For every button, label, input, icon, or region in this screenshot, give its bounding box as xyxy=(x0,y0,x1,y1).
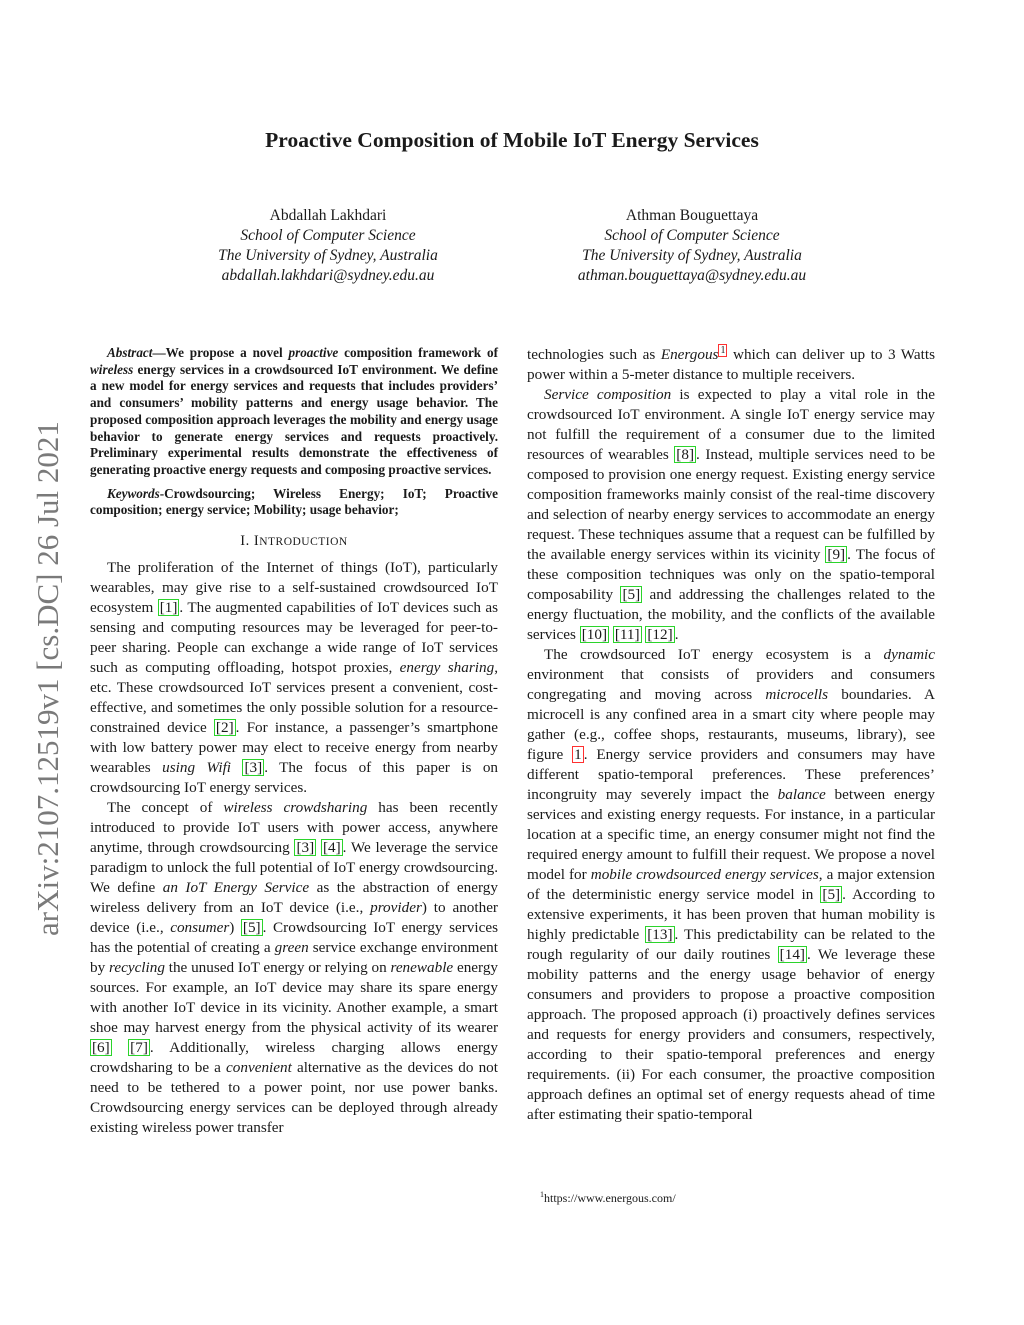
text: . Crowdsourcing IoT energy services has the potential of creating a xyxy=(90,919,498,957)
citation-link[interactable]: [5] xyxy=(622,586,641,603)
citation-link[interactable]: [6] xyxy=(92,1039,110,1057)
citation-link[interactable]: [13] xyxy=(647,926,673,943)
author-name: Abdallah Lakhdari xyxy=(269,207,387,224)
text: . The focus of this paper is on crowdsourcing IoT energy services. xyxy=(90,759,499,797)
footnote-url[interactable]: https://www.energous.com/ xyxy=(544,1191,676,1205)
text: energy sources. For example, an IoT device may share its spare energy with another IoT device in its vicinity. Another example, a smart shoe may harvest energy from the physical activity of its wearer xyxy=(90,959,499,1037)
citation-link[interactable]: [9] xyxy=(827,546,846,563)
author-name: Athman Bouguettaya xyxy=(625,207,759,224)
footnote-link[interactable]: 1 xyxy=(720,344,726,356)
emphasis: Service composition xyxy=(544,386,672,403)
author-email[interactable]: abdallah.lakhdari@sydney.edu.au xyxy=(221,267,435,284)
text: which can deliver up to 3 Watts power within a 5-meter distance to multiple receivers. xyxy=(527,346,935,383)
author-email[interactable]: athman.bouguettaya@sydney.edu.au xyxy=(577,267,807,284)
text: . xyxy=(674,626,679,643)
author-university: The University of Sydney, Australia xyxy=(582,247,802,264)
emphasis: convenient xyxy=(226,1059,292,1077)
text: , a major extension of the deterministic energy service model in xyxy=(527,866,936,903)
citation-link[interactable]: [10] xyxy=(581,626,608,643)
text: service exchange environment by xyxy=(90,939,498,977)
citation-link[interactable]: [4] xyxy=(322,839,341,857)
citation-link[interactable]: [5] xyxy=(822,886,841,903)
keywords-label: Keywords xyxy=(107,485,160,501)
text: . For instance, a passenger’s smartphone with low battery power may elect to receive energy from nearby wearables xyxy=(90,719,498,777)
citation-link[interactable]: [12] xyxy=(647,626,673,643)
right-column xyxy=(527,345,935,1125)
text: ) xyxy=(229,919,241,937)
author-university: The University of Sydney, Australia xyxy=(218,247,438,264)
text xyxy=(112,1039,128,1056)
text: , etc. These crowdsourced IoT services present a convenient, cost-effective, and sometimes the only possible solution for a resource-constrained device xyxy=(90,659,498,737)
citation-link[interactable]: [3] xyxy=(244,759,263,777)
section-title-rest: NTRODUCTION xyxy=(259,536,348,549)
arxiv-id: arXiv:2107.12519v1 [cs.DC] 26 Jul 2021 xyxy=(30,421,65,936)
citation-link[interactable]: [8] xyxy=(676,446,695,463)
text: alternative as the devices do not need to be tethered to a power point, nor use power banks. Crowdsourcing energy services can be deployed through already existing wireless power transfer xyxy=(90,1059,498,1137)
text: . The augmented capabilities of IoT devices such as sensing and computing resources may be leveraged for peer-to-peer sharing. People can exchange a wide range of IoT services such as computing offloading, hotspot proxies, xyxy=(90,599,498,677)
text: as the abstraction of energy wireless delivery from an IoT device (i.e., xyxy=(90,879,498,917)
text: . We leverage the service paradigm to unlock the full potential of IoT energy crowdsourcing. We define xyxy=(90,839,499,897)
citation-link[interactable]: [3] xyxy=(296,839,315,857)
keywords xyxy=(90,486,498,519)
citation-link[interactable]: [1] xyxy=(159,599,178,617)
emphasis: using Wifi xyxy=(162,759,232,777)
paper-title: Proactive Composition of Mobile IoT Energy Services xyxy=(265,128,759,152)
abstract-emphasis: wireless xyxy=(90,361,134,377)
emphasis: energy sharing xyxy=(399,659,495,677)
emphasis: Energous xyxy=(660,346,719,363)
text: between energy services and existing energy requests. For instance, in a particular location at a specific time, an energy consumer might not find the required energy amount to fulfill their request. We propose a novel model for xyxy=(527,786,935,883)
text xyxy=(231,759,242,776)
right-paragraph-composition xyxy=(527,385,935,645)
author-block-1 xyxy=(158,206,498,286)
text: The proliferation of the Internet of things (IoT), particularly wearables, may give rise to a self-sustained crowdsourced IoT ecosystem xyxy=(90,559,498,617)
text: . Instead, multiple services need to be composed to provision one energy request. Existing energy service composition frameworks mainly consist of the real-time discovery and selection of nearby energy services to accommodate an energy request. These techniques assume that a request can be fulfilled by the available energy services within its vicinity xyxy=(527,446,935,563)
text: . Additionally, wireless charging allows energy crowdsharing to be a xyxy=(90,1039,498,1077)
text: The crowdsourced IoT energy ecosystem is a xyxy=(544,646,884,663)
section-title-initial: I xyxy=(253,533,260,550)
emphasis: provider xyxy=(370,899,422,917)
text: . According to extensive experiments, it has been proven that human mobility is highly predictable xyxy=(527,886,936,943)
citation-link[interactable]: [7] xyxy=(130,1039,148,1057)
emphasis: mobile crowdsourced energy services xyxy=(590,866,819,883)
footnote-mark: 1 xyxy=(540,1190,544,1199)
section-number: I. xyxy=(240,533,254,550)
author-school: School of Computer Science xyxy=(604,227,780,244)
abstract-label: Abstract xyxy=(107,345,153,360)
author-school: School of Computer Science xyxy=(240,227,416,244)
text: The concept of xyxy=(107,799,224,817)
emphasis: microcells xyxy=(765,686,829,703)
text: . Energy service providers and consumers may have different spatio-temporal preferences. These preferences’ incongruity may severely impact the xyxy=(527,746,935,803)
keywords-text: -Crowdsourcing; Wireless Energy; IoT; Proactive composition; energy service; Mobility; usage behavior; xyxy=(90,485,498,518)
figure-link[interactable]: 1 xyxy=(574,746,582,763)
citation-link[interactable]: [14] xyxy=(779,946,805,963)
right-paragraph-ecosystem xyxy=(527,645,935,1125)
text: and addressing the challenges related to the energy fluctuation, the mobility, and the conflicts of the available services xyxy=(527,586,935,643)
text: ) to another device (i.e., xyxy=(90,899,498,937)
arxiv-stamp-svg xyxy=(20,360,70,940)
abstract-text: —We propose a novel xyxy=(152,345,289,360)
text: boundaries. A microcell is any confined area in a smart city where people may gather (e.g., coffee shops, restaurants, museums, library), see figure xyxy=(527,686,935,763)
emphasis: green xyxy=(274,939,309,957)
emphasis: recycling xyxy=(109,959,165,977)
emphasis: balance xyxy=(777,786,826,803)
text: the unused IoT energy or relying on xyxy=(164,959,391,977)
right-paragraph-continued xyxy=(527,345,935,385)
citation-link[interactable]: [2] xyxy=(215,719,234,737)
arxiv-stamp xyxy=(20,360,70,940)
emphasis: dynamic xyxy=(883,646,935,663)
footnote xyxy=(540,1188,676,1205)
abstract-text: energy services in a crowdsourced IoT environment. We define a new model for energy services and requests that includes providers’ and consumers’ mobility patterns and energy usage behavior. The proposed composition approach leverages the mobility and energy usage behavior to generate energy services and requests proactively. Preliminary experimental results demonstrate the effectiveness of generating proactive energy requests and composing proactive services. xyxy=(90,361,498,477)
emphasis: consumer xyxy=(170,919,230,937)
emphasis: renewable xyxy=(390,959,454,977)
citation-link[interactable]: [11] xyxy=(614,626,640,643)
text: . This predictability can be related to the rough regularity of our daily routines xyxy=(527,926,935,963)
intro-paragraph-1 xyxy=(90,558,498,798)
abstract-text: composition framework of xyxy=(338,345,498,360)
abstract xyxy=(90,345,498,479)
left-column xyxy=(90,345,498,1138)
section-heading-introduction xyxy=(90,531,498,552)
text: environment that consists of providers and consumers congregating and moving across xyxy=(527,666,935,703)
text: technologies such as xyxy=(527,346,661,363)
text: is expected to play a vital role in the crowdsourced IoT environment. A single IoT energy service may not fulfill the requirement of a consumer due to the limited resources of wearables xyxy=(527,386,935,463)
emphasis: wireless crowdsharing xyxy=(223,799,368,817)
citation-link[interactable]: [5] xyxy=(242,919,261,937)
author-block-2 xyxy=(522,206,862,286)
text: . The focus of these composition techniques was only on the spatio-temporal composability xyxy=(527,546,936,603)
intro-paragraph-2 xyxy=(90,798,498,1138)
abstract-emphasis: proactive xyxy=(288,345,339,360)
text: has been recently introduced to provide IoT users with power access, anywhere anytime, through crowdsourcing xyxy=(90,799,498,857)
emphasis: an IoT Energy Service xyxy=(162,879,310,897)
text: . We leverage these mobility patterns and the energy usage behavior of energy consumers and providers to propose a proactive composition approach. The proposed approach (i) proactively defines services and requests for energy providers and consumers, respectively, according to their spatio-temporal preferences and energy requirements. (ii) For each consumer, the proactive composition approach defines an optimal set of energy requests ahead of time after estimating their spatio-temporal xyxy=(527,946,935,1123)
